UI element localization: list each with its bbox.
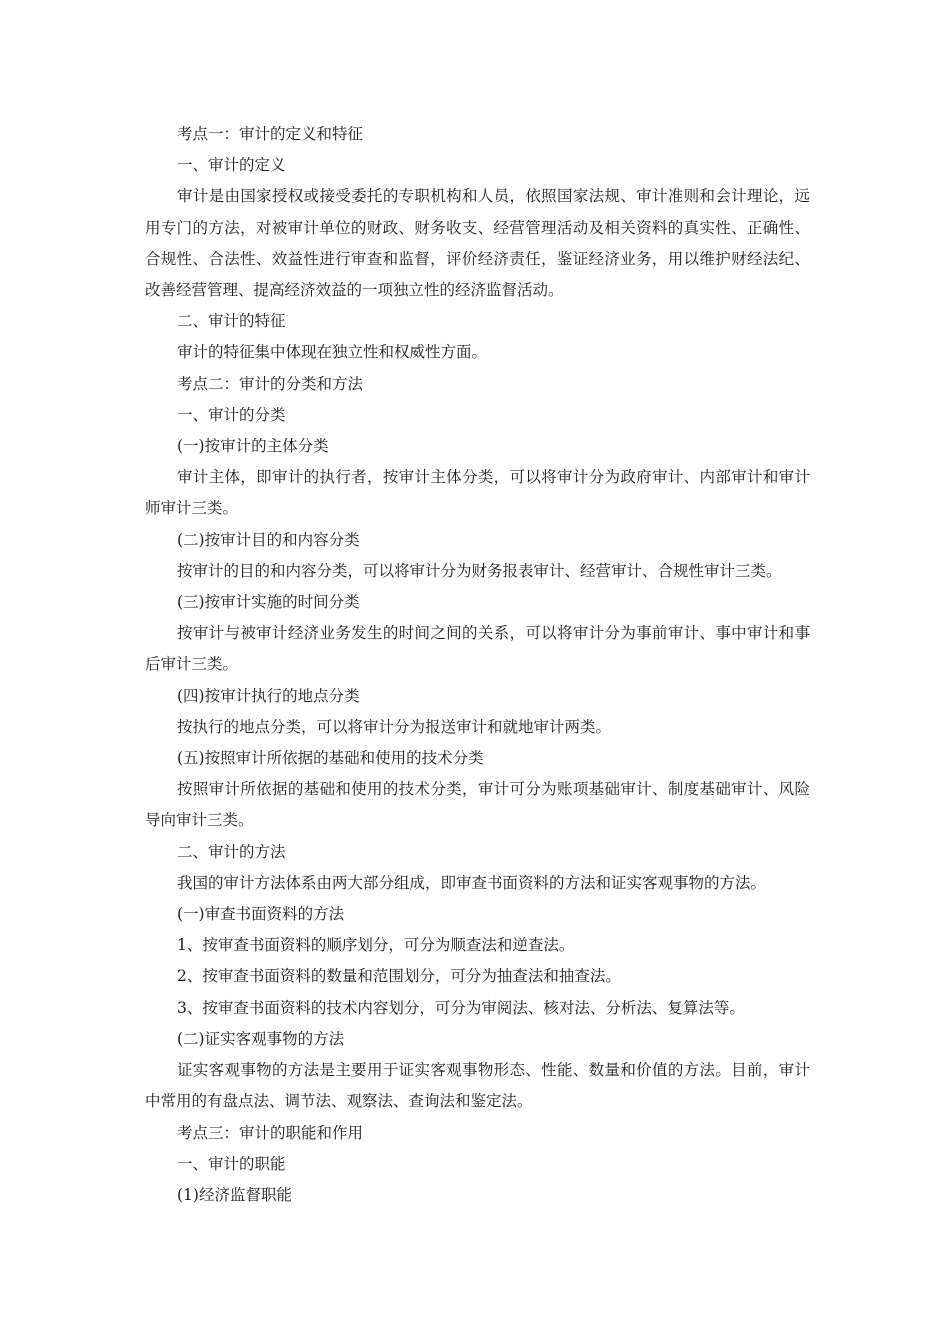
section-heading: 考点三：审计的职能和作用: [177, 1123, 364, 1142]
list-item: 1、按审查书面资料的顺序划分，可分为顺查法和逆查法。: [177, 936, 575, 955]
subsection-heading: 一、审计的定义: [177, 156, 286, 175]
item-heading: (四)按审计执行的地点分类: [177, 686, 360, 705]
item-heading: (二)按审计目的和内容分类: [177, 530, 360, 549]
item-heading: (1)经济监督职能: [177, 1185, 292, 1204]
document-body: [145, 119, 810, 1211]
item-heading: (一)审查书面资料的方法: [177, 905, 345, 924]
body-paragraph: 审计主体，即审计的执行者，按审计主体分类，可以将审计分为政府审计、内部审计和审计师审计三类。: [145, 468, 810, 518]
body-paragraph: 按执行的地点分类，可以将审计分为报送审计和就地审计两类。: [177, 717, 612, 736]
subsection-heading: 一、审计的职能: [177, 1154, 286, 1173]
list-item: 3、按审查书面资料的技术内容划分，可分为审阅法、核对法、分析法、复算法等。: [177, 998, 745, 1017]
subsection-heading: 一、审计的分类: [177, 405, 286, 424]
body-paragraph: 按照审计所依据的基础和使用的技术分类，审计可分为账项基础审计、制度基础审计、风险导向审计三类。: [145, 780, 810, 830]
section-heading: 考点一：审计的定义和特征: [177, 125, 364, 143]
section-heading: 考点二：审计的分类和方法: [177, 374, 364, 393]
body-paragraph: 审计的特征集中体现在独立性和权威性方面。: [177, 343, 488, 362]
item-heading: (三)按审计实施的时间分类: [177, 593, 360, 612]
subsection-heading: 二、审计的方法: [177, 842, 286, 861]
body-paragraph: 审计是由国家授权或接受委托的专职机构和人员，依照国家法规、审计准则和会计理论，远用专门的方法，对被审计单位的财政、财务收支、经营管理活动及相关资料的真实性、正确性、合规性、合法性、效益性进行审查和监督，评价经济责任，鉴证经济业务，用以维护财经法纪、改善经营管理、提高经济效益的一项独立性的经济监督活动。: [145, 187, 810, 300]
list-item: 2、按审查书面资料的数量和范围划分，可分为抽查法和抽查法。: [177, 967, 621, 986]
subsection-heading: 二、审计的特征: [177, 312, 286, 331]
item-heading: (一)按审计的主体分类: [177, 437, 329, 456]
item-heading: (五)按照审计所依据的基础和使用的技术分类: [177, 749, 484, 768]
body-paragraph: 证实客观事物的方法是主要用于证实客观事物形态、性能、数量和价值的方法。目前，审计中常用的有盘点法、调节法、观察法、查询法和鉴定法。: [145, 1061, 810, 1111]
item-heading: (二)证实客观事物的方法: [177, 1029, 345, 1048]
body-paragraph: 我国的审计方法体系由两大部分组成，即审查书面资料的方法和证实客观事物的方法。: [177, 873, 767, 892]
body-paragraph: 按审计与被审计经济业务发生的时间之间的关系，可以将审计分为事前审计、事中审计和事后审计三类。: [145, 624, 810, 674]
body-paragraph: 按审计的目的和内容分类，可以将审计分为财务报表审计、经营审计、合规性审计三类。: [177, 561, 782, 580]
